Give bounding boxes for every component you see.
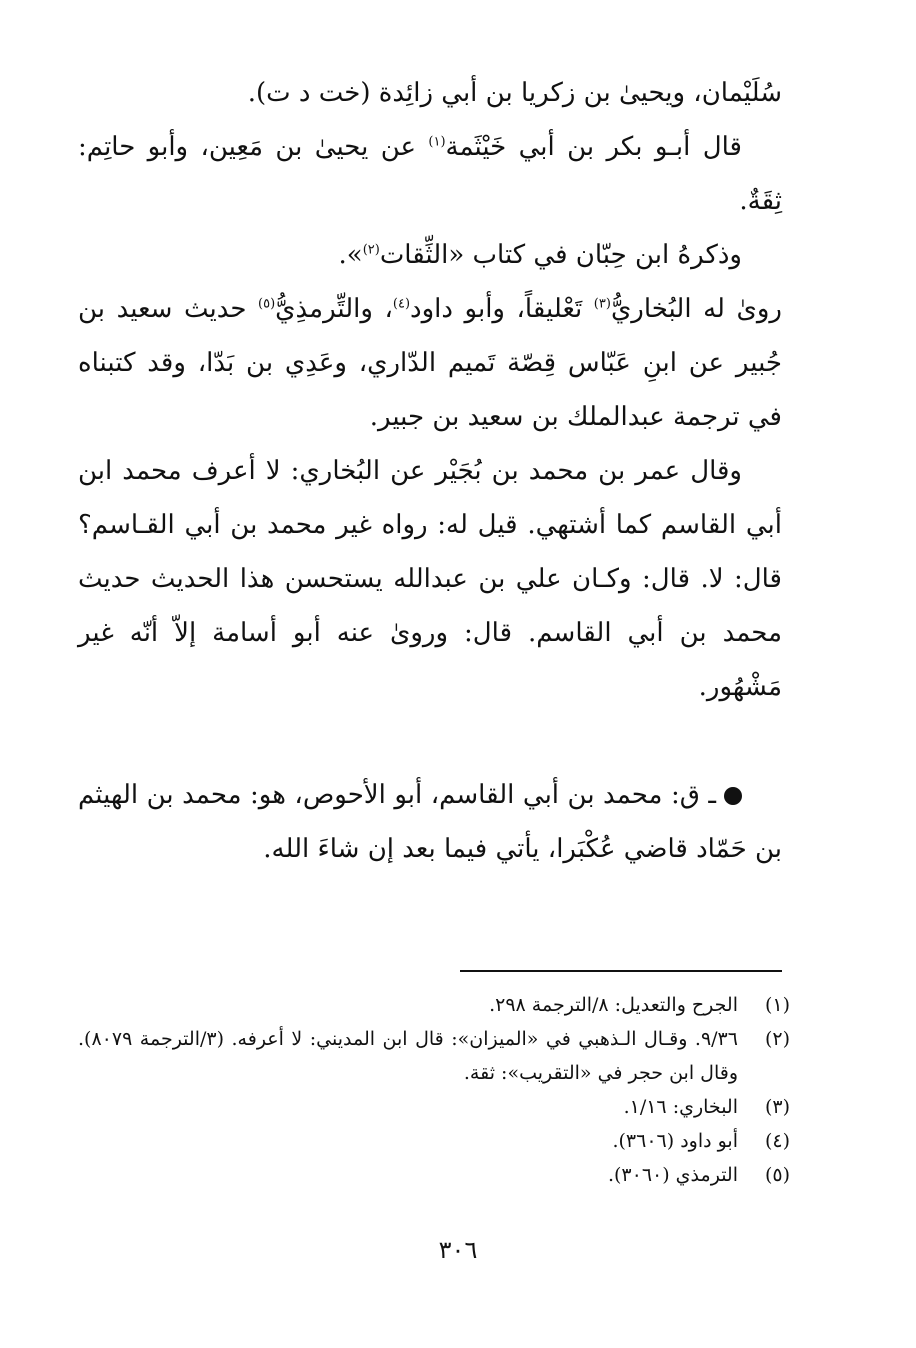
main-text: [78, 66, 782, 876]
footnote-text: أبو داود (٣٦٠٦).: [612, 1130, 738, 1152]
paragraph: وقال عمر بن محمد بن بُجَيْر عن البُخاري: لا أعرف محمد ابن أبي القاسم كما أشتهي. قيل له: رواه غير محمد بن أبي القـاسم؟ قال: لا. قال: وكـان علي بن عبدالله يستحسن هذا الحديث حديث محمد بن أبي القاسم. قال: وروىٰ عنه أبو أسامة إلاّ أنّه غير مَشْهُور.: [78, 456, 782, 702]
footnote-item: [78, 1158, 790, 1192]
footnote-separator: [460, 970, 782, 972]
footnote-number: (٤): [764, 1130, 790, 1152]
bullet-dot-icon: [724, 787, 742, 805]
footnote-marker: (٣): [593, 296, 611, 312]
footnote-number: (٣): [764, 1096, 790, 1118]
footnote-item: [78, 988, 790, 1022]
footnote-marker: (٥): [258, 296, 276, 312]
footnote-text: الترمذي (٣٠٦٠).: [607, 1164, 738, 1186]
paragraph: قال أبـو بكر بن أبي خَيْثَمة$^{(١)}$ عن يحيىٰ بن مَعِين، وأبو حاتِم: ثِقَةٌ.: [78, 132, 782, 216]
footnote-item: [78, 1022, 790, 1090]
footnote-text: الجرح والتعديل: ٨/الترجمة ٢٩٨.: [489, 994, 738, 1016]
footnote-number: (٢): [764, 1028, 790, 1050]
paragraph: ـ ق: محمد بن أبي القاسم، أبو الأحوص، هو: محمد بن الهيثم بن حَمّاد قاضي عُكْبَرا، يأتي فيما بعد إن شاءَ الله.: [78, 780, 782, 864]
footnote-number: (٥): [764, 1164, 790, 1186]
footnote-text: ٩/٣٦. وقـال الـذهبي في «الميزان»: قال ابن المديني: لا أعرفه. (٣/الترجمة ٨٠٧٩). وقال ابن حجر في «التقريب»: ثقة.: [78, 1028, 738, 1084]
footnote-marker: (٢): [362, 242, 380, 258]
footnote-item: [78, 1124, 790, 1158]
footnote-number: (١): [764, 994, 790, 1016]
paragraph: وذكرهُ ابن حِبّان في كتاب «الثِّقات$^{(٢)}$».: [338, 240, 742, 270]
footnote-item: [78, 1090, 790, 1124]
page-number: ٣٠٦: [438, 1236, 478, 1264]
paragraph: سُلَيْمان، ويحيىٰ بن زكريا بن أبي زائِدة (خت د ت).: [247, 78, 782, 108]
footnote-marker: (٤): [392, 296, 411, 312]
paragraph: روىٰ له البُخاريُّ$^{(٣)}$ تَعْليقاً، وأبو داود$^{(٤)}$، والتِّرمذِيُّ$^{(٥)}$ حديث سعيد بن جُبير عن ابنِ عَبّاس قِصّة تَميم الدّاري، وعَدِي بن بَدّا، وقد كتبناه في ترجمة عبدالملك بن سعيد بن جبير.: [78, 294, 782, 432]
footnotes: [78, 988, 790, 1192]
footnote-marker: (١): [428, 134, 446, 150]
footnote-text: البخاري: ١/١٦.: [623, 1096, 738, 1118]
